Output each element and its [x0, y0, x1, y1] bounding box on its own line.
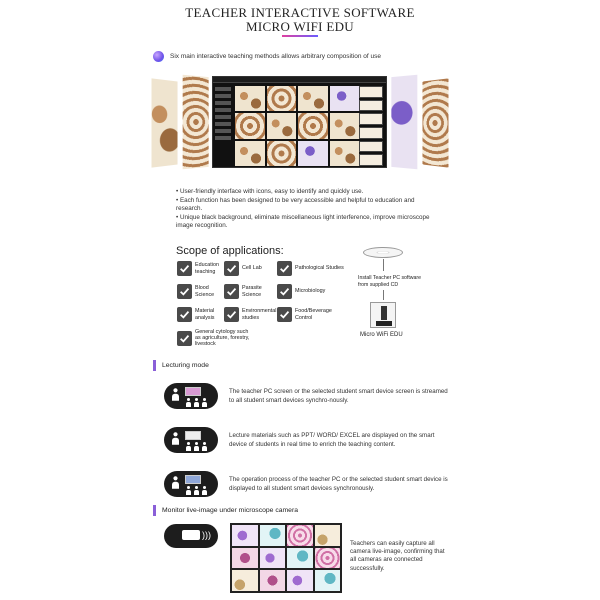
software-menu-bar [213, 77, 386, 83]
feature-item: • Unique black background, eliminate miscellaneous light interference, improve microscope image recognition. [176, 213, 430, 229]
section-heading-monitor: Monitor live-image under microscope camera [153, 505, 298, 516]
title-line-2: MICRO WIFI EDU [246, 19, 354, 34]
checkmark-icon [177, 284, 192, 299]
feature-item: • Each function has been designed to be very accessible and helpful to education and research. [176, 196, 415, 212]
checkmark-icon [224, 284, 239, 299]
lecturing-mode-text: The operation process of the teacher PC or the selected student smart device is displayed to all student smart devices synchronously. [229, 476, 448, 492]
monitor-text: Teachers can easily capture all camera live-image, confirming that all cameras are connected successfully. [350, 540, 445, 572]
live-image-grid [230, 523, 342, 593]
gradient-orb-icon [153, 51, 164, 62]
checkmark-icon [277, 284, 292, 299]
scope-item: Parasite Science [224, 284, 274, 299]
material-display-icon [164, 427, 218, 453]
scope-item: General cytology such as agriculture, forestry, livestock [177, 329, 267, 348]
connector-line [383, 290, 384, 300]
feature-item: • User-friendly interface with icons, easy to identify and quickly use. [176, 188, 364, 195]
checkmark-icon [277, 261, 292, 276]
lecturing-mode-text: Lecture materials such as PPT/ WORD/ EXCEL are displayed on the smart device of students in real time to enrich the teaching content. [229, 432, 435, 448]
software-toolbar [215, 87, 231, 165]
checkmark-icon [177, 307, 192, 322]
cd-disc-icon [363, 247, 403, 258]
intro-line [153, 51, 381, 62]
scope-item: Pathological Studies [277, 261, 349, 276]
checkmark-icon [224, 307, 239, 322]
wifi-icon: ))) [202, 530, 211, 540]
feature-list [176, 188, 436, 231]
accent-bar [153, 505, 156, 516]
screen-broadcast-icon [164, 383, 218, 409]
accent-bar [153, 360, 156, 371]
lecturing-mode-text: The teacher PC screen or the selected student smart device screen is streamed to all student smart devices synchro-nously. [229, 388, 448, 404]
scope-item: Education teaching [177, 261, 225, 276]
software-showcase [150, 72, 450, 172]
side-screen-left-inner [183, 75, 209, 169]
scope-item: Environmental studies [224, 307, 276, 322]
page-title [0, 6, 600, 34]
live-camera-icon [164, 524, 218, 548]
side-screen-left-outer [152, 78, 178, 167]
operation-sync-icon [164, 471, 218, 497]
section-heading-lecturing: Lecturing mode [153, 360, 209, 371]
software-main-window [212, 76, 387, 168]
side-screen-right-outer [422, 78, 448, 167]
checkmark-icon [277, 307, 292, 322]
software-thumbnail-strip [359, 86, 383, 166]
microscope-camera-icon [370, 302, 396, 328]
side-screen-right-inner [391, 75, 417, 169]
intro-text: Six main interactive teaching methods allows arbitrary composition of use [170, 53, 381, 60]
software-image-grid [235, 86, 359, 166]
checkmark-icon [177, 261, 192, 276]
device-label: Micro WiFi EDU [360, 332, 403, 338]
install-text: Install Teacher PC software from supplied CD [358, 275, 422, 288]
scope-item: Material analysis [177, 307, 222, 322]
scope-item: Microbiology [277, 284, 349, 299]
checkmark-icon [177, 331, 192, 346]
title-line-1: TEACHER INTERACTIVE SOFTWARE [185, 5, 415, 20]
scope-item: Blood Science [177, 284, 222, 299]
scope-title: Scope of applications: [176, 245, 284, 257]
title-underline [282, 35, 318, 37]
scope-item: Cell Lab [224, 261, 274, 276]
scope-item: Food/Beverage Control [277, 307, 349, 322]
checkmark-icon [224, 261, 239, 276]
connector-line [383, 259, 384, 271]
